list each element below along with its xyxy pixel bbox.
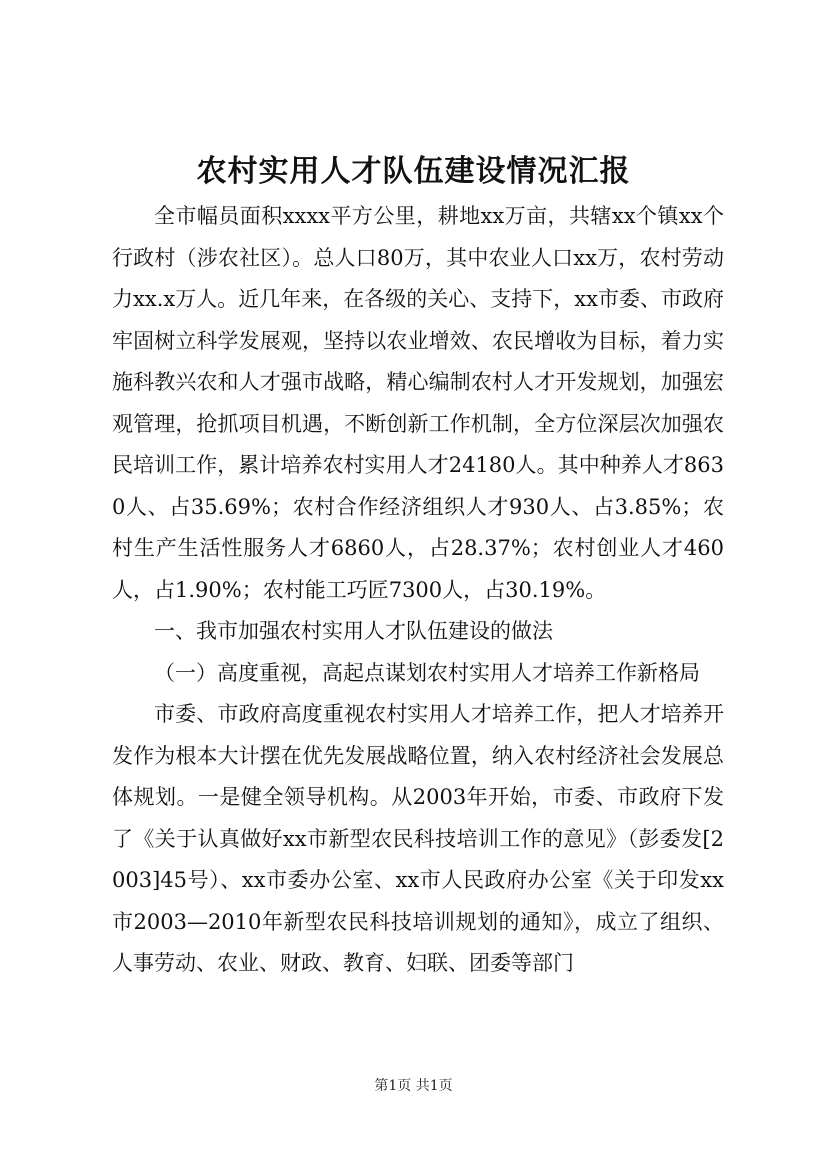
paragraph-measures: 市委、市政府高度重视农村实用人才培养工作，把人才培养开发作为根本大计摆在优先发展战略位置，纳入农村经济社会发展总体规划。一是健全领导机构。从2003年开始，市委、市政府下发了《关于认真做好xx市新型农民科技培训工作的意见》（彭委发[2003]45号）、xx市委办公室、xx市人民政府办公室《关于印发xx市2003—2010年新型农民科技培训规划的通知》，成立了组织、人事劳动、农业、财政、教育、妇联、团委等部门 <box>112 702 724 975</box>
paragraph-overview: 全市幅员面积xxxx平方公里，耕地xx万亩，共辖xx个镇xx个行政村（涉农社区）。总人口80万，其中农业人口xx万，农村劳动力xx.x万人。近几年来，在各级的关心、支持下，xx市委、市政府牢固树立科学发展观，坚持以农业增效、农民增收为目标，着力实施科教兴农和人才强市战略，精心编制农村人才开发规划，加强宏观管理，抢抓项目机遇，不断创新工作机制，全方位深层次加强农民培训工作，累计培养农村实用人才24180人。其中种养人才8630人、占35.69%；农村合作经济组织人才930人、占3.85%；农村生产生活性服务人才6860人，占28.37%；农村创业人才460人，占1.90%；农村能工巧匠7300人，占30.19%。 <box>112 204 724 602</box>
subsection-heading: （一）高度重视，高起点谋划农村实用人才培养工作新格局 <box>154 660 700 685</box>
section-heading: 一、我市加强农村实用人才队伍建设的做法 <box>154 619 553 643</box>
document-title: 农村实用人才队伍建设情况汇报 <box>196 154 631 189</box>
document-body <box>112 196 724 985</box>
page-footer: 第1页 共1页 <box>374 1078 453 1094</box>
